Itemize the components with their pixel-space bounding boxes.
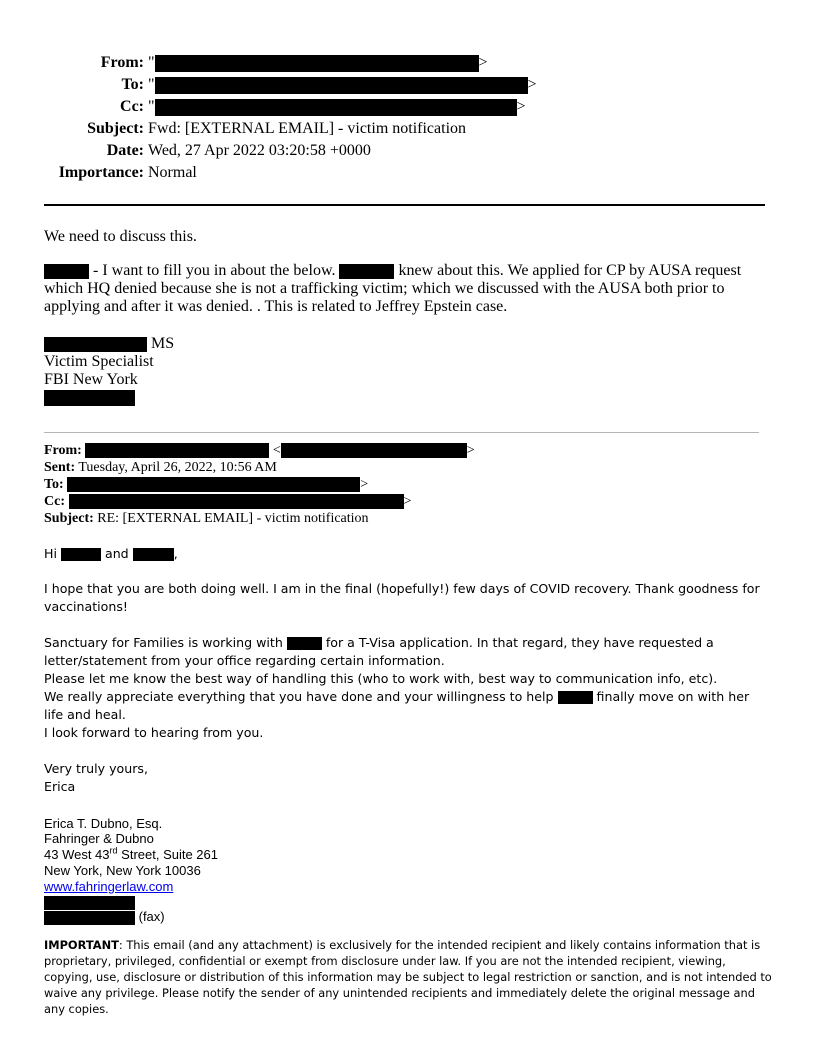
letter-closing: Very truly yours, (44, 761, 148, 776)
redaction-block (67, 477, 360, 492)
letter-closing-name: Erica (44, 779, 76, 794)
fwd-cc-row (44, 493, 411, 510)
header-from-end: > (478, 54, 488, 71)
redaction-block (44, 264, 89, 279)
address-line-a: 43 West 43 (44, 847, 110, 862)
redaction-block (44, 911, 135, 925)
header-from-row (44, 52, 488, 74)
header-cc-value: " (148, 98, 155, 115)
signature-office: FBI New York (44, 371, 138, 388)
letter-p4-b: finally move on with her life and heal. (44, 689, 750, 722)
redaction-block (44, 896, 135, 910)
confidentiality-notice (44, 937, 774, 1017)
message-signature (44, 335, 766, 407)
letter-p2-b: for a T-Visa application. In that regard, they have requested a letter/statement from your office regarding certain information. (44, 635, 714, 668)
lawyer-name: Erica T. Dubno, Esq. (44, 816, 163, 831)
fwd-from-label: From: (44, 443, 82, 458)
fwd-cc-label: Cc: (44, 494, 65, 509)
header-to-end: > (527, 76, 537, 93)
address-superscript: rd (109, 845, 118, 856)
redaction-block (287, 637, 322, 650)
header-importance-value: Normal (148, 164, 197, 181)
letter-paragraph-5: I look forward to hearing from you. (44, 725, 264, 740)
header-subject-label: Subject: (87, 120, 144, 137)
redaction-block (85, 443, 269, 458)
header-divider (44, 204, 765, 206)
lawyer-city: New York, New York 10036 (44, 863, 201, 878)
letter-paragraph-4 (44, 688, 772, 724)
header-to-row (44, 74, 537, 96)
lawyer-firm: Fahringer & Dubno (44, 831, 154, 846)
header-importance-row (44, 162, 197, 184)
signature-suffix: MS (147, 335, 175, 352)
letter-p4-a: We really appreciate everything that you have done and your willingness to help (44, 689, 558, 704)
signature-contact-line (44, 389, 766, 407)
fwd-to-label: To: (44, 477, 64, 492)
letter-paragraph-1: I hope that you are both doing well. I am in the final (hopefully!) few days of COVID recovery. Thank goodness for vaccinations! (44, 581, 760, 614)
fwd-to-gt: > (360, 477, 369, 492)
redaction-block (558, 691, 593, 704)
header-cc-label: Cc: (120, 98, 144, 115)
fwd-subject-value: RE: [EXTERNAL EMAIL] - victim notification (93, 511, 369, 526)
fwd-subject-label: Subject: (44, 511, 94, 526)
lawyer-address (44, 847, 218, 863)
header-to-value: " (148, 76, 155, 93)
greeting-hi: Hi (44, 546, 61, 561)
lawyer-phone-line (44, 894, 135, 910)
header-date-label: Date: (106, 142, 144, 159)
fwd-sent-row (44, 459, 277, 476)
header-subject-row (44, 118, 466, 140)
header-cc-end: > (516, 98, 526, 115)
fwd-from-row (44, 442, 475, 459)
address-line-b: Street, Suite 261 (117, 847, 218, 862)
fwd-sent-label: Sent: (44, 460, 76, 475)
notice-label: IMPORTANT (44, 938, 119, 952)
notice-text: : This email (and any attachment) is exclusively for the intended recipient and likely contains information that is proprietary, privileged, confidential or exempt from disclosure under law. If you are not the intended recipient, viewing, copying, use, disclosure or distribution of this information may be subject to legal restriction or sanction, and is not intended to waive any privilege. Please notify the sender of any unintended recipients and immediately delete the original message and any copies. (44, 938, 772, 1016)
letter-greeting (44, 545, 772, 563)
greeting-and: and (100, 546, 133, 561)
redaction-block (339, 264, 394, 279)
redaction-block (155, 99, 517, 116)
header-subject-value: Fwd: [EXTERNAL EMAIL] - victim notification (148, 120, 467, 137)
redaction-block (69, 494, 404, 509)
fwd-from-lt: < (269, 443, 281, 458)
message-paragraph-2 (44, 262, 766, 316)
redaction-block (44, 390, 135, 406)
signature-title: Victim Specialist (44, 353, 154, 370)
header-to-label: To: (121, 76, 144, 93)
fwd-to-row (44, 476, 368, 493)
signature-name-line (44, 335, 766, 353)
message-p2-a: - I want to fill you in about the below. (89, 262, 340, 279)
redaction-block (44, 337, 147, 352)
header-date-value: Wed, 27 Apr 2022 03:20:58 +0000 (148, 142, 371, 159)
fwd-sent-value: Tuesday, April 26, 2022, 10:56 AM (75, 460, 277, 475)
redaction-block (155, 55, 479, 72)
message-p2-b: knew about this. We applied for CP by AUSA request which HQ denied because she is not a trafficking victim; which we discussed with the AUSA both prior to applying and after it was denied. . This is related to Jeffrey Epstein case. (44, 262, 742, 315)
header-from-label: From: (100, 54, 144, 71)
header-from-value: " (148, 54, 155, 71)
letter-paragraph-3: Please let me know the best way of handling this (who to work with, best way to communication info, etc). (44, 671, 718, 686)
lawyer-fax-line (44, 909, 165, 925)
fwd-from-gt: > (466, 443, 475, 458)
redaction-block (133, 548, 174, 561)
header-date-row (44, 140, 371, 162)
fwd-cc-gt: > (403, 494, 412, 509)
header-importance-label: Importance: (58, 164, 144, 181)
letter-p2-a: Sanctuary for Families is working with (44, 635, 287, 650)
message-line-1: We need to discuss this. (44, 228, 197, 245)
fwd-subject-row (44, 510, 369, 527)
letter-paragraph-2 (44, 634, 772, 670)
redaction-block (61, 548, 101, 561)
lawyer-website-link[interactable]: www.fahringerlaw.com (44, 879, 174, 894)
greeting-end: , (173, 546, 178, 561)
fax-label: (fax) (135, 909, 165, 924)
redaction-block (155, 77, 528, 94)
forward-divider (44, 432, 759, 433)
header-cc-row (44, 96, 526, 118)
redaction-block (281, 443, 467, 458)
